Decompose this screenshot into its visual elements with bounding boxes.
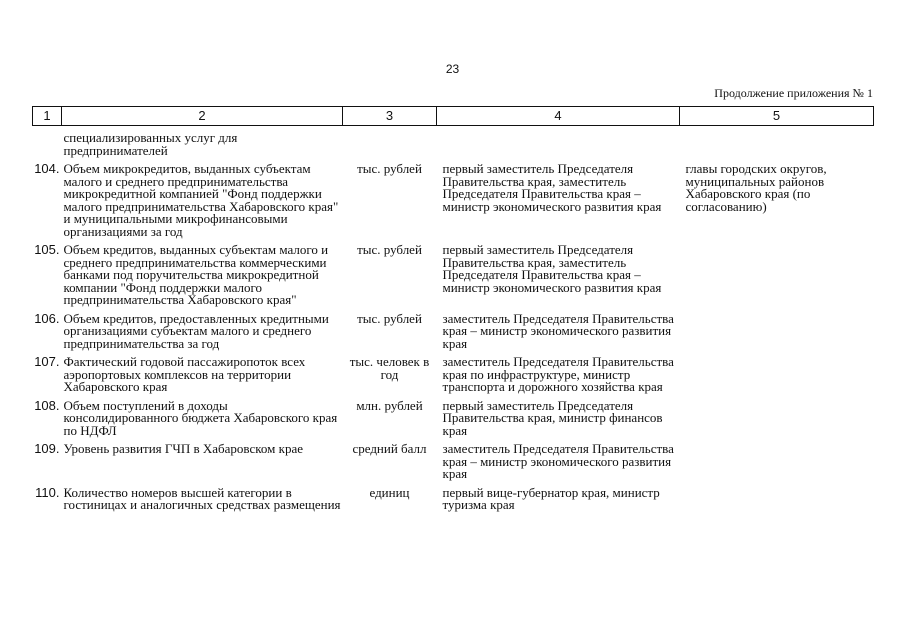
responsible: первый заместитель Председателя Правительства края, заместитель Председателя Правительства края – министр экономического развития края [442,161,662,214]
row-number: 104. [34,161,60,176]
row-number: 110. [35,484,60,500]
indicator-name: Объем микрокредитов, выданных субъектам малого и среднего предпринимательства микрокредитной компанией "Фонд поддержки малого предпринимательства Хабаровского края" и муниципальными микрофинансовыми организациями за год [63,161,339,239]
row-number: 106. [34,310,60,326]
table-row [33,400,874,444]
indicator-name: Объем поступлений в доходы консолидированного бюджета Хабаровского края по НДФЛ [63,397,338,438]
responsible: первый вице-губернатор края, министр туризма края [442,484,660,512]
table-row [33,443,874,487]
participants [680,487,874,512]
responsible: заместитель Председателя Правительства края – министр экономического развития края [442,441,674,481]
table-row [33,163,874,244]
indicator-name: Количество номеров высшей категории в гостиницах и аналогичных средствах размещения [63,484,341,512]
table-row [33,126,874,164]
header-col-2: 2 [62,107,343,126]
indicator-name: Объем кредитов, предоставленных кредитными организациями субъектам малого и среднего предпринимательства за год [63,310,329,351]
unit: единиц [369,484,410,500]
participants [680,244,874,313]
table-row [33,487,874,512]
unit: тыс. рублей [357,161,422,176]
responsible: первый заместитель Председателя Правительства края, министр финансов края [442,397,663,438]
row-number [33,126,62,164]
row-number: 107. [34,354,60,369]
responsible: заместитель Председателя Правительства края – министр экономического развития края [442,310,674,351]
table-row [33,313,874,357]
table-header-row [33,107,874,126]
table-row [33,356,874,400]
header-col-5: 5 [680,107,874,126]
indicator-name: Уровень развития ГЧП в Хабаровском крае [63,441,304,456]
table-row [33,244,874,313]
row-number: 109. [34,441,60,456]
participants: главы городских округов, муниципальных районов Хабаровского края (по согласованию) [685,161,827,214]
participants [680,313,874,357]
unit: млн. рублей [356,397,423,413]
row-number: 108. [34,397,60,413]
participants [680,126,874,164]
page-number: 23 [445,62,460,76]
responsible: заместитель Председателя Правительства края по инфраструктуре, министр транспорта и дорожного хозяйства края [442,354,674,394]
header-col-3: 3 [343,107,437,126]
indicator-name: Объем кредитов, выданных субъектам малого и среднего предпринимательства коммерческими банками под поручительства микрокредитной компании "Фонд поддержки малого предпринимательства Хабаровского края" [63,242,329,307]
continuation-note: Продолжение приложения № 1 [714,86,873,100]
responsible [437,126,680,164]
header-col-1: 1 [33,107,62,126]
unit: тыс. рублей [357,242,422,257]
indicator-name: специализированных услуг для предпринимателей [63,130,238,158]
unit: тыс. человек в год [349,354,430,382]
participants [680,400,874,444]
participants [680,443,874,487]
responsible: первый заместитель Председателя Правительства края, заместитель Председателя Правительства края – министр экономического развития края [442,242,662,295]
row-number: 105. [34,242,60,257]
unit: средний балл [352,441,427,456]
unit [343,126,437,164]
unit: тыс. рублей [357,310,422,326]
indicator-name: Фактический годовой пассажиропоток всех аэропортовых комплексов на территории Хабаровского края [63,354,306,394]
header-col-4: 4 [437,107,680,126]
participants [680,356,874,400]
indicators-table [32,106,874,512]
